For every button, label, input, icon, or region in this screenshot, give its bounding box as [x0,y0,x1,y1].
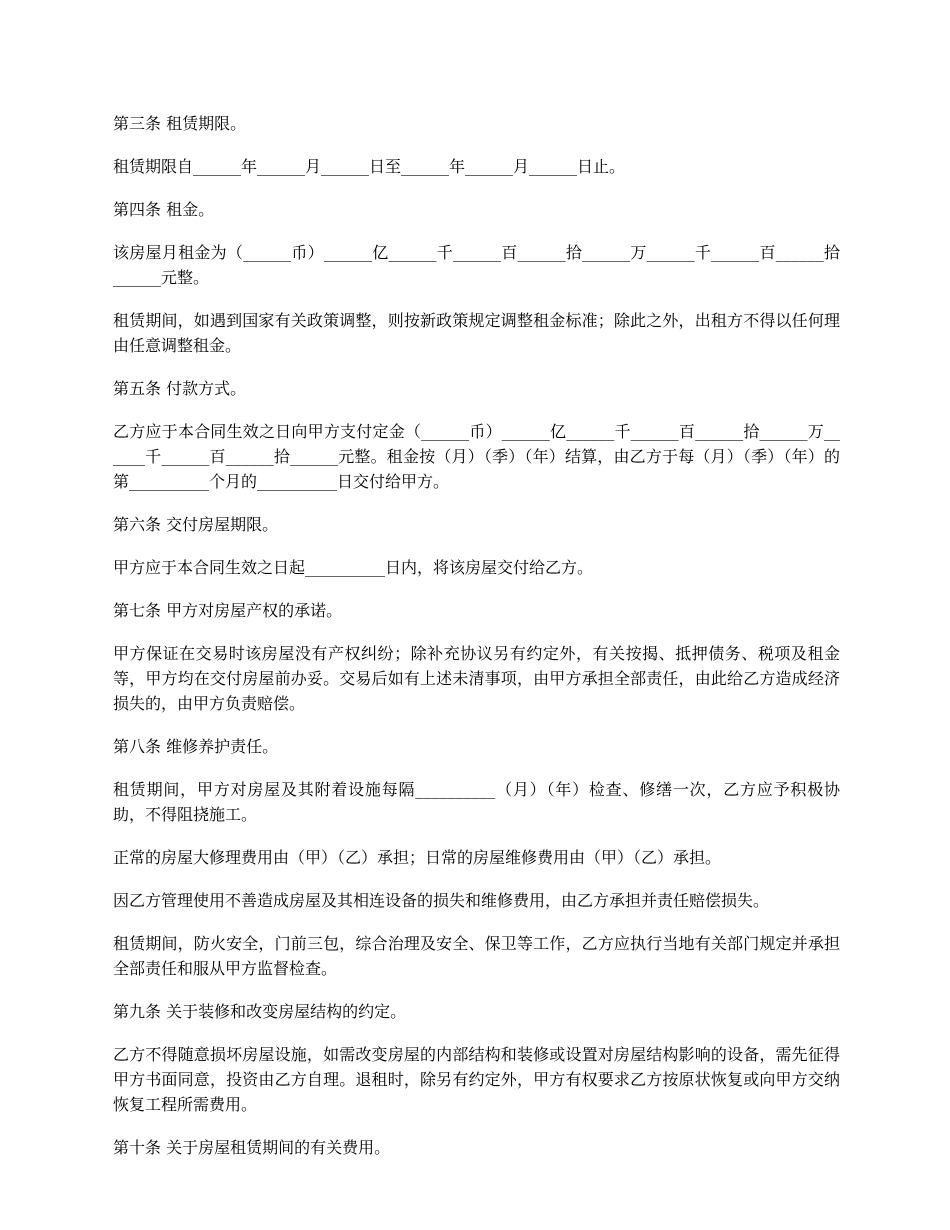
safety-duty-paragraph: 租赁期间，防火安全，门前三包，综合治理及安全、保卫等工作，乙方应执行当地有关部门规定并承担全部责任和服从甲方监督检查。 [113,934,840,978]
renovation-paragraph: 乙方不得随意损坏房屋设施，如需改变房屋的内部结构和装修或设置对房屋结构影响的设备，需先征得甲方书面同意，投资由乙方自理。退租时，除另有约定外，甲方有权要求乙方按原状恢复或向甲方交纳恢复工程所需费用。 [113,1045,840,1114]
article-8-heading: 第八条 维修养护责任。 [113,737,279,756]
payment-method-paragraph: 乙方应于本合同生效之日向甲方支付定金（______币）______亿______千______百______拾______万______千______百______拾______元整。租金按（月）（季）（年）结算，由乙方于每（月）（季）（年）的第__________个月的__________日交付给甲方。 [113,422,840,491]
article-9-heading: 第九条 关于装修和改变房屋结构的约定。 [113,1002,407,1021]
article-3-heading: 第三条 租赁期限。 [113,114,247,133]
rent-adjustment-paragraph: 租赁期间，如遇到国家有关政策调整，则按新政策规定调整租金标准；除此之外，出租方不得以任何理由任意调整租金。 [113,311,840,355]
article-5-heading: 第五条 付款方式。 [113,379,247,398]
article-7-heading: 第七条 甲方对房屋产权的承诺。 [113,601,343,620]
inspection-paragraph: 租赁期间，甲方对房屋及其附着设施每隔__________（月）（年）检查、修缮一次，乙方应予积极协助，不得阻挠施工。 [113,780,840,824]
property-rights-paragraph: 甲方保证在交易时该房屋没有产权纠纷；除补充协议另有约定外，有关按揭、抵押债务、税项及租金等，甲方均在交付房屋前办妥。交易后如有上述未清事项，由甲方承担全部责任，由此给乙方造成经济损失的，由甲方负责赔偿。 [113,644,840,713]
lease-term-paragraph: 租赁期限自______年______月______日至______年______月______日止。 [113,157,626,176]
document-page [113,111,840,1178]
handover-deadline-paragraph: 甲方应于本合同生效之日起__________日内，将该房屋交付给乙方。 [113,558,594,577]
damage-liability-paragraph: 因乙方管理使用不善造成房屋及其相连设备的损失和维修费用，由乙方承担并责任赔偿损失。 [113,891,770,910]
repair-costs-paragraph: 正常的房屋大修理费用由（甲）（乙）承担；日常的房屋维修费用由（甲）（乙）承担。 [113,848,722,867]
article-4-heading: 第四条 租金。 [113,200,215,219]
article-10-heading: 第十条 关于房屋租赁期间的有关费用。 [113,1138,391,1157]
article-6-heading: 第六条 交付房屋期限。 [113,515,279,534]
monthly-rent-paragraph: 该房屋月租金为（______币）______亿______千______百______拾______万______千______百______拾______元整。 [113,243,840,287]
